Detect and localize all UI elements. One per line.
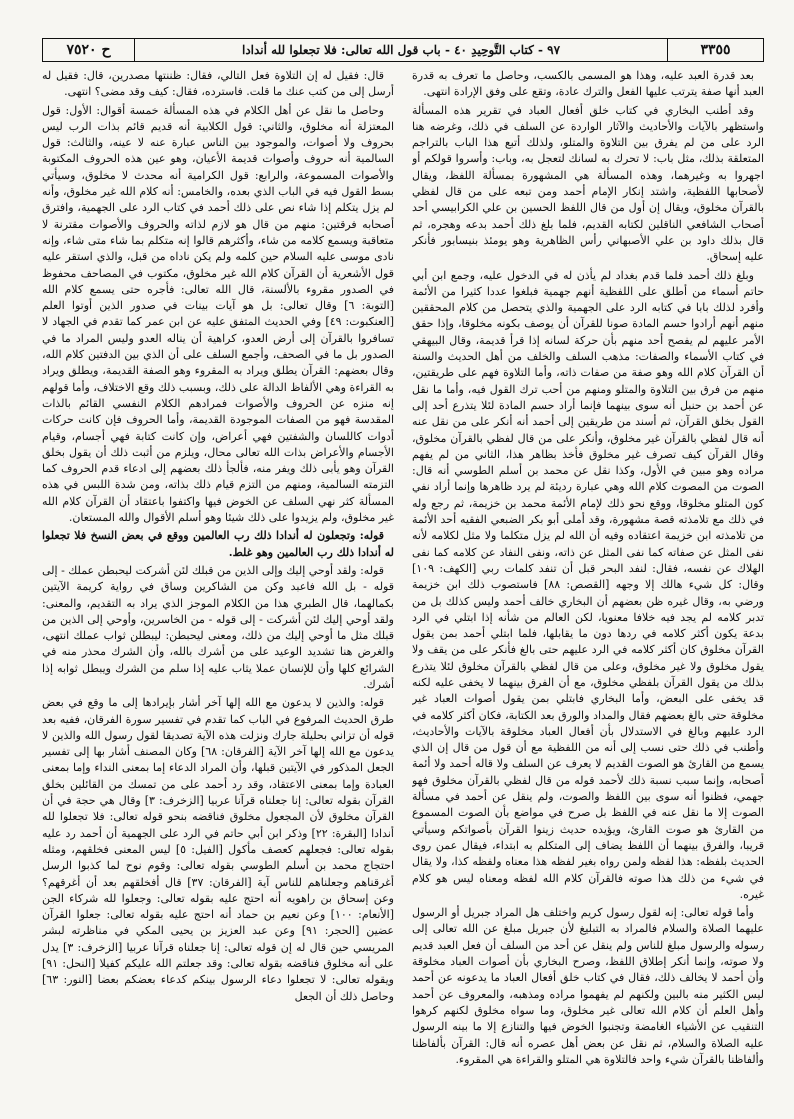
left-column [42,68,394,1084]
running-title: ٩٧ - كتاب التَّوحِيدِ ٤٠ - باب قول الله تعالى: فلا تجعلوا لله أندادا [241,43,561,57]
paragraph: بعد قدرة العبد عليه، وهذا هو المسمى بالكسب، وحاصل ما تعرف به قدرة العبد أنها صفة يترتب عليها الفعل والترك عادة، وتقع على وفق الإرادة انتهى. [412,69,764,99]
paragraph: وأما قوله تعالى: إنه لقول رسول كريم واختلف هل المراد جبريل أو الرسول عليهما الصلاة والسلام فالمراد به التبليغ لأن جبريل مبلغ عن الله تعالى إلى رسوله والرسول مبلغ للناس ولم ينقل عن أحد من السلف أن فعل العبد قديم ولا صوته، وإنما أنكر إطلاق اللفظ، وصرح البخاري بأن أصوات العباد مخلوقة وأن أحمد لا يخالف ذلك، فقال في كتاب خلق أفعال العباد ما يدعونه عن أحمد ليس الكثير منه بالبين ولكنهم لم يفهموا مراده ومذهبه، والمعروف عن أحمد وأهل العلم أن كلام الله تعالى غير مخلوق، وما سواه مخلوق لكنهم كرهوا التنقيب عن الأشياء الغامضة وتجنبوا الخوض فيها والتنازع إلا ما بينه الرسول عليه الصلاة والسلام، ثم نقل عن بعض أهل عصره أنه قال: القرآن بألفاظنا وألفاظنا بالقرآن شيء واحد فالتلاوة هي المتلو والقراءة هي المقروء. [412,906,764,1066]
paragraph: قوله: وتجعلون له أندادا ذلك رب العالمين ووقع في بعض النسخ فلا تجعلوا له أندادا ذلك رب العالمين وهو غلط. [42,529,394,559]
book-page [42,38,764,1086]
right-column [412,68,764,1084]
paragraph: قوله: والذين لا يدعون مع الله إلها آخر أشار بإيرادها إلى ما وقع في بعض طرق الحديث المرفوع في الباب كما تقدم في تفسير سورة الفرقان، ففيه بعد قوله أن تزاني بحليلة جارك ونزلت هذه الآية تصديقا لقول رسول الله والذين لا يدعون مع الله إلها آخر الآية [الفرقان: ٦٨] وكان المصنف أشار بها إلى تفسير الجعل المذكور في الآيتين قبلها، وأن المراد الدعاء إما بمعنى النداء وإما بمعنى العبادة وإما بمعنى الاعتقاد، وقد رد أحمد على من تمسك من القائلين بخلق القرآن بقوله تعالى: إنا جعلناه قرآنا عربيا [الزخرف: ٣] وقال هي حجة في أن القرآن مخلوق لأن المجعول مخلوق فناقضه بنحو قوله تعالى: فلا تجعلوا لله أندادا [البقرة: ٢٢] وذكر ابن أبي حاتم في الرد على الجهمية أن أحمد رد عليه بقوله تعالى: فجعلهم كعصف مأكول [الفيل: ٥] ليس المعنى فخلقهم، ومثله احتجاج محمد بن أسلم الطوسي بقوله تعالى: وقوم نوح لما كذبوا الرسل أغرقناهم وجعلناهم للناس آية [الفرقان: ٣٧] قال أفخلقهم بعد أن أغرقهم؟ وعن إسحاق بن راهويه أنه احتج عليه بقوله تعالى: وجعلوا لله شركاء الجن [الأنعام: ١٠٠] وعن نعيم بن حماد أنه احتج عليه بقوله تعالى: جعلوا القرآن عضين [الحجر: ٩١] وعن عبد العزيز بن يحيى المكي في مناظرته لبشر المريسي حين قال له إن قوله تعالى: إنا جعلناه قرآنا عربيا [الزخرف: ٣] يدل على أنه مخلوق فناقضه بقوله تعالى: وقد جعلتم الله عليكم كفيلا [النحل: ٩١] ويقوله تعالى: لا تجعلوا دعاء الرسول بينكم كدعاء بعضكم بعضا [النور: ٦٣] وحاصل ذلك أن الجعل [42,696,394,1003]
page-header [42,38,764,62]
paragraph: وقد أطنب البخاري في كتاب خلق أفعال العباد في تقرير هذه المسألة واستظهر بالآيات والأحاديث والآثار الواردة عن السلف في ذلك، وغرضه هنا الرد على من لم يفرق بين التلاوة والمتلو، ولذلك أتبع هذا الباب بالتراجم المتعلقة بذلك، مثل باب: لا تحرك به لسانك لتعجل به، وباب: وأسروا قولكم أو اجهروا به وغيرهما، وهذه المسألة هي المشهورة بمسألة اللفظ، ويقال لأصحابها اللفظية، واشتد إنكار الإمام أحمد ومن تبعه على من قال لفظي بالقرآن مخلوق، ويقال إن أول من قال اللفظ الحسين بن علي الكرابيسي أحد أصحاب الشافعي الناقلين لكتابه القديم، فلما بلغ ذلك أحمد بدعه وهجره، ثم قال بذلك داود بن علي الأصبهاني رأس الظاهرية وهو يومئذ بنيسابور فأنكر عليه إسحاق. [412,103,764,264]
paragraph: قال: فقيل له إن التلاوة فعل التالي، فقال: ظننتها مصدرين، قال: فقيل له أرسل إلى من كتب عنك ما قلت. فاسترده، فقال: كيف وقد مضى؟ انتهى. [42,69,394,99]
hadith-number: ح ٧٥٢٠ [43,39,135,61]
paragraph: قوله: ولقد أوحي إليك وإلى الذين من قبلك لئن أشركت ليحبطن عملك - إلى قوله - بل الله فاعبد وكن من الشاكرين وساق في رواية كريمة الآيتين بكمالهما، قال الطبري هذا من الكلام الموجز الذي يراد به التقديم، والمعنى: ولقد أوحي إليك لئن أشركت - إلى قوله - من الخاسرين، وأوحي إلى الذين من قبلك مثل ما أوحي إليك من ذلك، ومعنى ليحبطن: ليبطلن ثواب عملك انتهى، والغرض هنا تشديد الوعيد على من أشرك بالله، وأن الشرك محذر منه في الشرائع كلها وأن للإنسان عملا يثاب عليه إذا سلم من الشرك ويبطل ثوابه إذا أشرك. [42,563,394,691]
text-columns [42,68,764,1084]
paragraph: وحاصل ما نقل عن أهل الكلام في هذه المسألة خمسة أقوال: الأول: قول المعتزلة أنه مخلوق، والثاني: قول الكلابية أنه قديم قائم بذات الرب ليس بحروف ولا أصوات، والموجود بين الناس عبارة عنه لا عينه، والثالث: قول السالمية أنه حروف وأصوات قديمة الأعيان، وهو عين هذه الحروف المكتوبة والأصوات المسموعة، والرابع: قول الكرامية أنه محدث لا مخلوق، وسيأتي بسط القول فيه في الباب الذي بعده، والخامس: أنه كلام الله غير مخلوق، وأنه لم يزل يتكلم إذا شاء نص على ذلك أحمد في كتاب الرد على الجهمية، وافترق أصحابه فرقتين: منهم من قال هو لازم لذاته والحروف والأصوات مقترنة لا متعاقبة ويسمع كلامه من شاء، وأكثرهم قالوا إنه متكلم بما شاء متى شاء، وإنه نادى موسى عليه السلام حين كلمه ولم يكن ناداه من قبل، والذي استقر عليه قول الأشعرية أن القرآن كلام الله غير مخلوق، مكتوب في المصاحف محفوظ في الصدور مقروء بالألسنة، قال الله تعالى: فأجره حتى يسمع كلام الله [التوبة: ٦] وقال تعالى: بل هو آيات بينات في صدور الذين أوتوا العلم [العنكبوت: ٤٩] وفي الحديث المتفق عليه عن ابن عمر كما تقدم في الجهاد لا تسافروا بالقرآن إلى أرض العدو، كراهية أن يناله العدو وليس المراد ما في الصدور بل ما في الصحف، وأجمع السلف على أن الذي بين الدفتين كلام الله، وقال بعضهم: القرآن يطلق ويراد به المقروء وهو الصفة القديمة، ويطلق ويراد به القراءة وهي الألفاظ الدالة على ذلك، وبسبب ذلك وقع الاختلاف، وأما قولهم إنه منزه عن الحروف والأصوات فمرادهم الكلام النفسي القائم بالذات المقدسة فهو من الصفات الموجودة القديمة، وأما الحروف فإن كانت حركات أدوات كاللسان والشفتين فهي أعراض، وإن كانت كتابة فهي أجسام، وقيام الأجسام والأعراض بذات الله تعالى محال، ويلزم من أثبت ذلك أن يقول بخلق القرآن وهو يأبى ذلك ويفر منه، فألجأ ذلك بعضهم إلى ادعاء قدم الحروف كما التزمته السالمية، ومنهم من التزم قيام ذلك بذاته، ومن شدة اللبس في هذه المسألة كثر نهي السلف عن الخوض فيها واكتفوا باعتقاد أن القرآن كلام الله غير مخلوق، ولم يزيدوا على ذلك شيئا وهو أسلم الأقوال والله المستعان. [42,103,394,525]
page-number: ٣٣٥٥ [667,39,763,61]
paragraph: وبلغ ذلك أحمد فلما قدم بغداد لم يأذن له في الدخول عليه، وجمع ابن أبي حاتم أسماء من أطلق على اللفظية أنهم جهمية فبلغوا عددا كثيرا من الأئمة وأفرد لذلك بابا في كتابه الرد على الجهمية والذي يتحصل من كلام المحققين منهم أنهم أرادوا حسم المادة صونا للقرآن أن يوصف بكونه مخلوقا، وإذا حقق الأمر عليهم لم يفصح أحد منهم بأن حركة لسانه إذا قرأ قديمة، وقال البيهقي في كتاب الأسماء والصفات: مذهب السلف والخلف من أهل الحديث والسنة أن القرآن كلام الله وهو صفة من صفات ذاته، وأما التلاوة فهم على طريقتين، منهم من فرق بين التلاوة والمتلو ومنهم من أحب ترك القول فيه، وأما ما نقل عن أحمد بن حنبل أنه سوى بينهما فإنما أراد حسم المادة لئلا يتذرع أحد إلى القول بخلق القرآن، ثم أسند من طريقين إلى أحمد أنه أنكر على من نقل عنه أنه قال لفظي بالقرآن غير مخلوق، وأنكر على من قال لفظي بالقرآن مخلوق، وقال القرآن كيف تصرف غير مخلوق فأخذ بظاهر هذا، الثاني من لم يفهم مراده وهو مبين في الأول، وكذا نقل عن محمد بن أسلم الطوسي أنه قال: الصوت من المصوت كلام الله وهي عبارة رديئة لم يرد ظاهرها وإنما أراد نفي كون المتلو مخلوقا، ووقع نحو ذلك لإمام الأئمة محمد بن خزيمة، ثم رجع وله في ذلك مع تلامذته قصة مشهورة، وقد أملى أبو بكر الضبعي الفقيه أحد الأئمة من تلامذته ابن خزيمة اعتقاده وفيه أن الله لم يزل متكلما ولا مثل لكلامه لأنه نفى المثل عن صفاته كما نفى المثل عن ذاته، ونفى النفاد عن كلامه كما نفى الهلاك عن نفسه، فقال: لنفد البحر قبل أن تنفد كلمات ربي [الكهف: ١٠٩] وقال: كل شيء هالك إلا وجهه [القصص: ٨٨] فاستصوب ذلك ابن خزيمة ورضي به، وقال غيره ظن بعضهم أن البخاري خالف أحمد وليس كذلك بل من تدبر كلامه لم يجد فيه خلافا معنويا، لكن العالم من شأنه إذا ابتلي في الرد بدعة يكون أكثر كلامه في ردها دون ما يقابلها، فلما ابتلي أحمد بمن يقول القرآن مخلوق كان أكثر كلامه في الرد عليهم حتى بالغ فأنكر على من يقف ولا يقول مخلوق ولا غير مخلوق، وعلى من قال لفظي بالقرآن مخلوق لئلا يتذرع بذلك من يقول القرآن بلفظي مخلوق، مع أن الفرق بينهما لا يخفى عليه لكنه قد يخفى على البعض، وأما البخاري فابتلي بمن يقول أصوات العباد غير مخلوقة حتى بالغ بعضهم فقال والمداد والورق بعد الكتابة، فكان أكثر كلامه في الرد عليهم وبالغ في الاستدلال بأن أفعال العباد مخلوقة بالآيات والأحاديث، وأطنب في ذلك حتى نسب إلى أنه من اللفظية مع أن قول من قال إن الذي يسمع من القارئ هو الصوت القديم لا يعرف عن السلف ولا قاله أحمد ولا أئمة أصحابه، وإنما سبب نسبة ذلك لأحمد قوله من قال لفظي بالقرآن مخلوق فهو جهمي، فظنوا أنه سوى بين اللفظ والصوت، ولم ينقل عن أحمد في مسألة الصوت إلا ما نقل عنه في اللفظ بل صرح في مواضع بأن الصوت المسموع من القارئ هو صوت القارئ، ويؤيده حديث زينوا القرآن بأصواتكم وسيأتي قريبا، والفرق بينهما أن اللفظ يضاف إلى المتكلم به ابتداء، فيقال عمن روى الحديث بلفظه: هذا لفظه ولمن رواه بغير لفظه هذا معناه ولفظه كذا، ولا يقال في شيء من ذلك هذا صوته فالقرآن كلام الله لفظه ومعناه ليس هو كلام غيره. [412,268,764,901]
